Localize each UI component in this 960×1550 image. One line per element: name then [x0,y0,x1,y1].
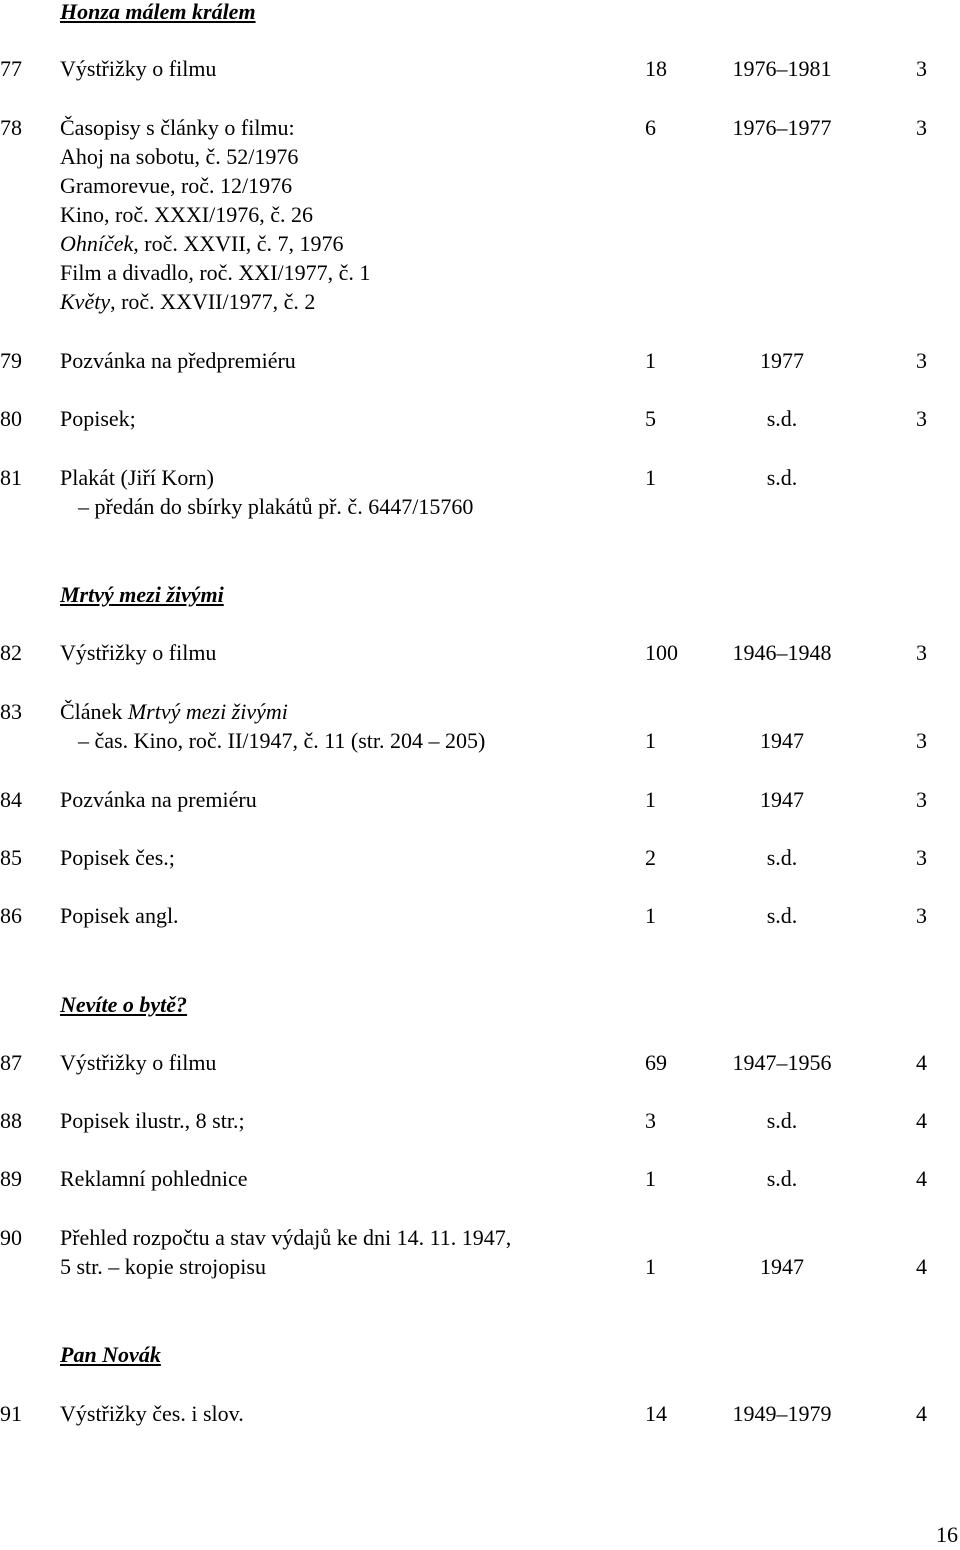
article-label: Článek [60,699,128,724]
item-description: Pozvánka na premiéru [60,787,257,812]
table-row [0,901,960,930]
item-description: Popisek angl. [60,903,179,928]
item-date: s.d. [766,845,798,870]
table-row [0,785,960,814]
item-number: 83 [0,699,22,724]
item-number: 81 [0,465,22,490]
sub-line [0,258,960,287]
item-box: 4 [916,1166,927,1191]
table-row [0,1399,960,1428]
periodical-line: Kino, roč. XXXI/1976, č. 26 [60,202,313,227]
item-description: Plakát (Jiří Korn) [60,465,214,490]
item-note: – čas. Kino, roč. II/1947, č. 11 (str. 204 – 205) [78,728,486,753]
item-count: 69 [645,1050,667,1075]
item-box: 3 [916,845,927,870]
item-number: 91 [0,1401,22,1426]
item-description: Výstřižky o filmu [60,1050,217,1075]
periodical-detail: , roč. XXVII/1977, č. 2 [110,289,316,314]
page-number: 16 [936,1522,958,1547]
item-box: 3 [916,56,927,81]
table-row [0,697,960,726]
item-box: 4 [916,1254,927,1279]
sub-line [0,200,960,229]
item-date: s.d. [766,903,798,928]
table-row [0,404,960,433]
item-description [60,697,288,726]
item-description: Přehled rozpočtu a stav výdajů ke dni 14. 11. 1947, [60,1225,512,1250]
item-count: 1 [645,787,656,812]
item-description: Reklamní pohlednice [60,1166,248,1191]
sub-line [0,142,960,171]
sub-line [0,229,960,258]
periodical-detail: , roč. XXVII, č. 7, 1976 [133,231,344,256]
item-date: s.d. [766,465,798,490]
item-number: 84 [0,787,22,812]
item-number: 89 [0,1166,22,1191]
item-box: 4 [916,1401,927,1426]
sub-line [0,492,960,521]
section-title: Nevíte o bytě? [60,992,188,1017]
item-count: 18 [645,56,667,81]
periodical-title: Květy [60,289,111,314]
item-box: 4 [916,1108,927,1133]
periodical-line [60,287,315,316]
item-date: s.d. [766,1108,798,1133]
section-title: Pan Novák [60,1342,161,1367]
item-date: 1947 [760,1254,804,1279]
item-date: 1946–1948 [732,640,832,665]
section-heading-row [0,1340,960,1369]
item-count: 1 [645,348,656,373]
item-count: 3 [645,1108,656,1133]
item-number: 78 [0,115,22,140]
item-count: 1 [645,728,656,753]
periodical-line: Film a divadlo, roč. XXI/1977, č. 1 [60,260,371,285]
section-title: Honza málem králem [60,0,256,24]
item-count: 1 [645,1166,656,1191]
item-number: 85 [0,845,22,870]
item-date: s.d. [766,1166,798,1191]
item-count: 14 [645,1401,667,1426]
item-description: Pozvánka na předpremiéru [60,348,296,373]
item-count: 1 [645,1254,656,1279]
table-row [0,638,960,667]
item-count: 1 [645,903,656,928]
item-number: 82 [0,640,22,665]
table-row [0,1106,960,1135]
table-row [0,463,960,492]
section-heading-row [0,990,960,1019]
periodical-line [60,229,343,258]
item-description: Výstřižky o filmu [60,56,217,81]
item-count: 5 [645,406,656,431]
sub-line [0,726,960,755]
sub-line [0,287,960,316]
table-row [0,1048,960,1077]
item-box: 4 [916,1050,927,1075]
section-title: Mrtvý mezi živými [60,582,224,607]
item-number: 86 [0,903,22,928]
periodical-line: Ahoj na sobotu, č. 52/1976 [60,144,299,169]
item-description: Popisek čes.; [60,845,175,870]
item-description: Popisek ilustr., 8 str.; [60,1108,245,1133]
section-heading-row [0,580,960,609]
item-count: 6 [645,115,656,140]
table-row [0,843,960,872]
item-date: 1947–1956 [732,1050,832,1075]
item-description: Výstřižky o filmu [60,640,217,665]
item-box: 3 [916,787,927,812]
item-date: 1976–1981 [732,56,832,81]
item-count: 2 [645,845,656,870]
item-number: 87 [0,1050,22,1075]
table-row [0,346,960,375]
item-description: Výstřižky čes. i slov. [60,1401,244,1426]
item-number: 88 [0,1108,22,1133]
item-description: Časopisy s články o filmu: [60,115,295,140]
item-number: 90 [0,1225,22,1250]
item-count: 1 [645,465,656,490]
item-number: 77 [0,56,22,81]
sub-line [0,1252,960,1281]
item-date: 1977 [760,348,804,373]
table-row [0,1164,960,1193]
item-count: 100 [645,640,678,665]
table-row [0,1223,960,1252]
item-number: 80 [0,406,22,431]
item-box: 3 [916,903,927,928]
item-date: 1947 [760,787,804,812]
item-box: 3 [916,728,927,753]
periodical-title: Ohníček [60,231,134,256]
item-box: 3 [916,406,927,431]
item-note: – předán do sbírky plakátů př. č. 6447/15760 [78,494,474,519]
item-description: Popisek; [60,406,136,431]
table-row [0,54,960,83]
item-date: 1976–1977 [732,115,832,140]
item-box: 3 [916,348,927,373]
item-description-continued: 5 str. – kopie strojopisu [60,1254,266,1279]
item-number: 79 [0,348,22,373]
table-row [0,113,960,142]
article-title: Mrtvý mezi živými [127,699,288,724]
item-date: 1949–1979 [732,1401,832,1426]
section-heading-row [0,0,960,26]
item-date: s.d. [766,406,798,431]
sub-line [0,171,960,200]
periodical-line: Gramorevue, roč. 12/1976 [60,173,293,198]
item-box: 3 [916,115,927,140]
item-date: 1947 [760,728,804,753]
item-box: 3 [916,640,927,665]
